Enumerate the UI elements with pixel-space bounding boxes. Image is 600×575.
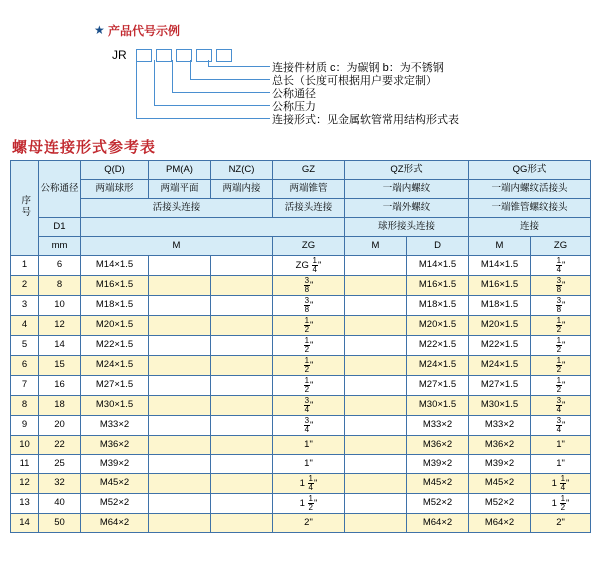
cell-qz-d: M45×2 (407, 474, 469, 494)
cell-gz: $\frac{1}{2}$ " (273, 316, 345, 336)
code-boxes (136, 49, 232, 62)
cell-pm (149, 514, 211, 533)
product-code-legend (0, 8, 600, 126)
cell-qg-zg: $\frac{3}{8}$ " (531, 276, 591, 296)
header-q-desc: 两端球形 (81, 180, 149, 199)
table-row (11, 494, 591, 514)
header-qz-ball: 球形接头连接 (345, 218, 469, 237)
cell-qz-d: M22×1.5 (407, 336, 469, 356)
cell-q: M30×1.5 (81, 396, 149, 416)
cell-pm (149, 474, 211, 494)
cell-qz-d: M64×2 (407, 514, 469, 533)
code-prefix: JR (112, 48, 127, 62)
cell-dn: 32 (39, 474, 81, 494)
header-unit-qz-m: M (345, 237, 407, 256)
table-row (11, 296, 591, 316)
cell-dn: 50 (39, 514, 81, 533)
cell-qg-zg: 2" (531, 514, 591, 533)
cell-nz (211, 416, 273, 436)
cell-dn: 22 (39, 436, 81, 455)
cell-gz: $\frac{1}{2}$ " (273, 376, 345, 396)
cell-dn: 15 (39, 356, 81, 376)
cell-q: M16×1.5 (81, 276, 149, 296)
legend-annotation: 连接形式：见金属软管常用结构形式表 (272, 114, 459, 126)
cell-nz (211, 316, 273, 336)
cell-qg-m: M24×1.5 (469, 356, 531, 376)
cell-qg-zg: $\frac{3}{4}$ " (531, 396, 591, 416)
cell-pm (149, 455, 211, 474)
cell-qz-m (345, 396, 407, 416)
table-row (11, 256, 591, 276)
cell-nz (211, 296, 273, 316)
cell-dn: 16 (39, 376, 81, 396)
cell-q: M45×2 (81, 474, 149, 494)
cell-qg-m: M18×1.5 (469, 296, 531, 316)
header-unit-m: M (81, 237, 273, 256)
cell-q: M64×2 (81, 514, 149, 533)
cell-gz: ZG $\frac{1}{4}$ " (273, 256, 345, 276)
cell-dn: 14 (39, 336, 81, 356)
cell-qg-m: M64×2 (469, 514, 531, 533)
cell-pm (149, 356, 211, 376)
table-row (11, 316, 591, 336)
cell-seq: 12 (11, 474, 39, 494)
cell-seq: 9 (11, 416, 39, 436)
cell-seq: 3 (11, 296, 39, 316)
cell-q: M39×2 (81, 455, 149, 474)
cell-qg-m: M14×1.5 (469, 256, 531, 276)
cell-gz: 1" (273, 455, 345, 474)
cell-qg-m: M30×1.5 (469, 396, 531, 416)
cell-seq: 2 (11, 276, 39, 296)
legend-annotation: 连接件材质 c：为碳钢 b：为不锈钢 (272, 62, 444, 74)
cell-dn: 20 (39, 416, 81, 436)
cell-qg-zg: $\frac{1}{4}$ " (531, 256, 591, 276)
cell-nz (211, 494, 273, 514)
leader-line (154, 105, 270, 106)
cell-qg-m: M36×2 (469, 436, 531, 455)
table-row (11, 436, 591, 455)
cell-seq: 4 (11, 316, 39, 336)
cell-qz-m (345, 416, 407, 436)
cell-qz-d: M33×2 (407, 416, 469, 436)
leader-line (154, 60, 155, 105)
table-row (11, 396, 591, 416)
cell-qz-d: M36×2 (407, 436, 469, 455)
table-header-row (11, 218, 591, 237)
header-unit-zg: ZG (273, 237, 345, 256)
cell-qg-zg: 1 $\frac{1}{2}$ " (531, 494, 591, 514)
cell-pm (149, 416, 211, 436)
cell-qg-m: M33×2 (469, 416, 531, 436)
cell-nz (211, 276, 273, 296)
table-body (11, 256, 591, 533)
cell-qz-m (345, 276, 407, 296)
header-qg-thread: 一端锥管螺纹接头 (469, 199, 591, 218)
cell-seq: 1 (11, 256, 39, 276)
header-group-nz: NZ(C) (211, 161, 273, 180)
cell-q: M33×2 (81, 416, 149, 436)
cell-nz (211, 436, 273, 455)
cell-qg-zg: 1 $\frac{1}{4}$ " (531, 474, 591, 494)
header-qz-thread: 一端外螺纹 (345, 199, 469, 218)
cell-seq: 8 (11, 396, 39, 416)
cell-qz-d: M14×1.5 (407, 256, 469, 276)
leader-line (208, 66, 270, 67)
cell-pm (149, 396, 211, 416)
table-header-row (11, 180, 591, 199)
header-unit-mm: mm (39, 237, 81, 256)
header-unit-qg-m: M (469, 237, 531, 256)
cell-q: M18×1.5 (81, 296, 149, 316)
cell-qz-m (345, 455, 407, 474)
cell-nz (211, 396, 273, 416)
cell-gz: 1" (273, 436, 345, 455)
table-row (11, 416, 591, 436)
page-title: 螺母连接形式参考表 (12, 139, 157, 156)
cell-nz (211, 514, 273, 533)
cell-dn: 12 (39, 316, 81, 336)
cell-qz-d: M27×1.5 (407, 376, 469, 396)
cell-seq: 7 (11, 376, 39, 396)
cell-pm (149, 336, 211, 356)
cell-qz-m (345, 494, 407, 514)
cell-pm (149, 256, 211, 276)
cell-qz-d: M18×1.5 (407, 296, 469, 316)
header-unit-qz-d: D (407, 237, 469, 256)
cell-q: M20×1.5 (81, 316, 149, 336)
header-seq: 序号 (11, 161, 39, 256)
cell-pm (149, 436, 211, 455)
header-group-pm: PM(A) (149, 161, 211, 180)
legend-annotation: 公称通径 (272, 88, 316, 100)
table-header-row (11, 161, 591, 180)
cell-qz-d: M30×1.5 (407, 396, 469, 416)
header-left-connect: 活接头连接 (81, 199, 273, 218)
cell-qg-zg: $\frac{1}{2}$ " (531, 316, 591, 336)
cell-qz-m (345, 316, 407, 336)
cell-q: M14×1.5 (81, 256, 149, 276)
star-icon: ★ (94, 23, 105, 37)
cell-q: M52×2 (81, 494, 149, 514)
legend-annotation: 公称压力 (272, 101, 316, 113)
legend-title: 产品代号示例 (108, 24, 181, 38)
cell-seq: 5 (11, 336, 39, 356)
cell-pm (149, 376, 211, 396)
cell-qz-d: M16×1.5 (407, 276, 469, 296)
nut-connection-table (10, 160, 591, 533)
cell-dn: 25 (39, 455, 81, 474)
cell-nz (211, 356, 273, 376)
cell-nz (211, 336, 273, 356)
cell-pm (149, 296, 211, 316)
table-row (11, 474, 591, 494)
table-row (11, 336, 591, 356)
cell-qg-zg: 1" (531, 436, 591, 455)
leader-line (172, 92, 270, 93)
cell-nz (211, 455, 273, 474)
leader-line (172, 60, 173, 92)
cell-gz: 1 $\frac{1}{4}$ " (273, 474, 345, 494)
cell-qg-zg: $\frac{1}{2}$ " (531, 356, 591, 376)
cell-qz-m (345, 376, 407, 396)
cell-gz: $\frac{3}{4}$ " (273, 396, 345, 416)
cell-qg-zg: $\frac{3}{8}$ " (531, 296, 591, 316)
cell-gz: $\frac{1}{2}$ " (273, 356, 345, 376)
cell-pm (149, 276, 211, 296)
cell-dn: 18 (39, 396, 81, 416)
table-row (11, 514, 591, 533)
cell-dn: 10 (39, 296, 81, 316)
header-group-gz: GZ (273, 161, 345, 180)
header-gz-connect: 活接头连接 (273, 199, 345, 218)
cell-q: M22×1.5 (81, 336, 149, 356)
cell-q: M24×1.5 (81, 356, 149, 376)
header-group-qg: QG形式 (469, 161, 591, 180)
cell-qg-m: M45×2 (469, 474, 531, 494)
cell-qg-zg: $\frac{1}{2}$ " (531, 336, 591, 356)
cell-pm (149, 316, 211, 336)
leader-line (136, 60, 137, 118)
cell-dn: 6 (39, 256, 81, 276)
header-gz-desc: 两端锥管 (273, 180, 345, 199)
cell-qg-zg: $\frac{1}{2}$ " (531, 376, 591, 396)
header-nz-desc: 两端内接 (211, 180, 273, 199)
cell-qg-m: M22×1.5 (469, 336, 531, 356)
cell-seq: 11 (11, 455, 39, 474)
table-row (11, 356, 591, 376)
cell-qz-m (345, 514, 407, 533)
cell-seq: 13 (11, 494, 39, 514)
cell-qz-d: M20×1.5 (407, 316, 469, 336)
cell-qg-m: M16×1.5 (469, 276, 531, 296)
cell-gz: $\frac{3}{8}$ " (273, 276, 345, 296)
cell-qz-m (345, 436, 407, 455)
header-blank (81, 218, 345, 237)
header-unit-qg-zg: ZG (531, 237, 591, 256)
code-box (156, 49, 172, 62)
cell-qz-m (345, 356, 407, 376)
cell-pm (149, 494, 211, 514)
header-qg-conn: 连接 (469, 218, 591, 237)
cell-dn: 40 (39, 494, 81, 514)
header-group-qz: QZ形式 (345, 161, 469, 180)
cell-qz-d: M39×2 (407, 455, 469, 474)
cell-nz (211, 474, 273, 494)
cell-qz-d: M52×2 (407, 494, 469, 514)
cell-qg-m: M39×2 (469, 455, 531, 474)
header-qg-desc: 一端内螺纹活接头 (469, 180, 591, 199)
cell-dn: 8 (39, 276, 81, 296)
cell-qz-m (345, 296, 407, 316)
cell-qg-m: M20×1.5 (469, 316, 531, 336)
table-header-row (11, 237, 591, 256)
table-row (11, 455, 591, 474)
cell-qz-d: M24×1.5 (407, 356, 469, 376)
header-d1: D1 (39, 218, 81, 237)
cell-gz: $\frac{3}{8}$ " (273, 296, 345, 316)
cell-qg-zg: 1" (531, 455, 591, 474)
leader-line (190, 60, 191, 79)
cell-seq: 6 (11, 356, 39, 376)
header-dn: 公称通径 (39, 161, 81, 218)
legend-annotation: 总长（长度可根据用户要求定制） (272, 75, 437, 87)
cell-seq: 10 (11, 436, 39, 455)
cell-qg-m: M27×1.5 (469, 376, 531, 396)
cell-qz-m (345, 474, 407, 494)
table-row (11, 376, 591, 396)
cell-qg-zg: $\frac{3}{4}$ " (531, 416, 591, 436)
cell-gz: $\frac{3}{4}$ " (273, 416, 345, 436)
cell-q: M27×1.5 (81, 376, 149, 396)
code-box (196, 49, 212, 62)
cell-nz (211, 376, 273, 396)
cell-gz: $\frac{1}{2}$ " (273, 336, 345, 356)
table-header-row (11, 199, 591, 218)
cell-q: M36×2 (81, 436, 149, 455)
code-box (216, 49, 232, 62)
cell-seq: 14 (11, 514, 39, 533)
cell-gz: 1 $\frac{1}{2}$ " (273, 494, 345, 514)
leader-line (190, 79, 270, 80)
leader-line (136, 118, 270, 119)
cell-qg-m: M52×2 (469, 494, 531, 514)
cell-nz (211, 256, 273, 276)
header-qz-desc: 一端内螺纹 (345, 180, 469, 199)
header-group-q: Q(D) (81, 161, 149, 180)
code-box (136, 49, 152, 62)
table-row (11, 276, 591, 296)
cell-gz: 2" (273, 514, 345, 533)
cell-qz-m (345, 336, 407, 356)
cell-qz-m (345, 256, 407, 276)
header-pm-desc: 两端平面 (149, 180, 211, 199)
